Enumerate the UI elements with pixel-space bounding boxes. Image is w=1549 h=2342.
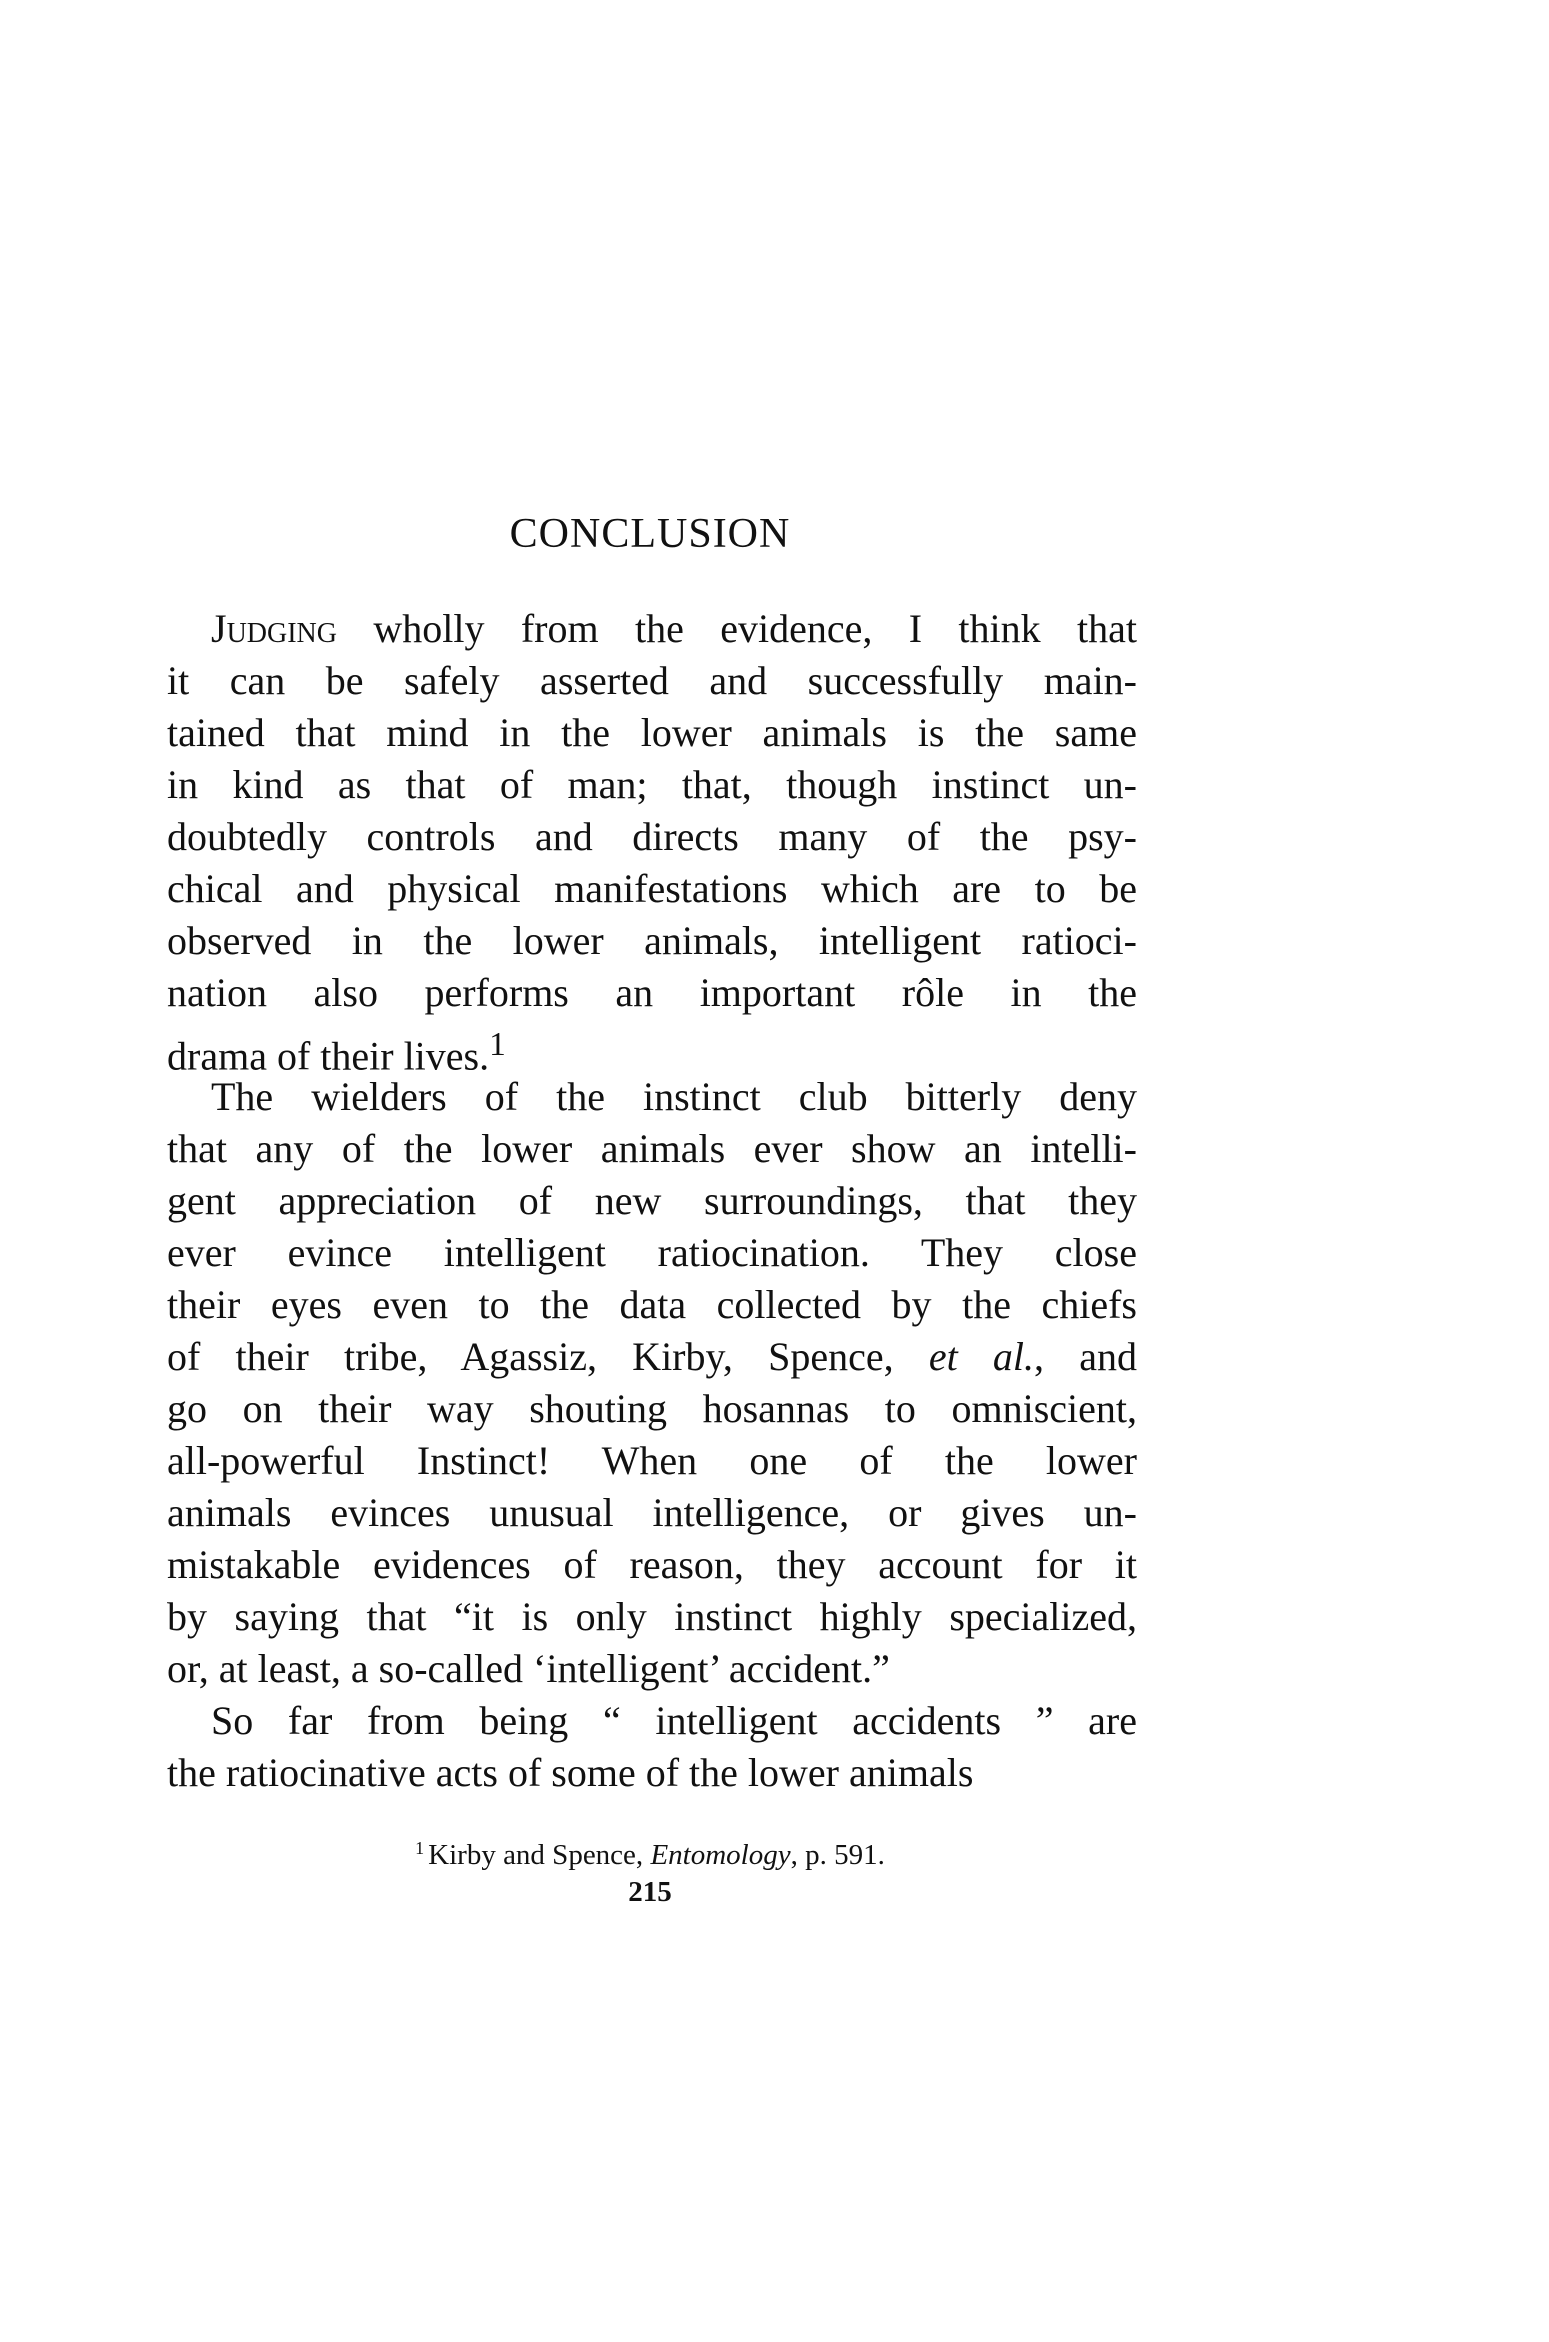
text-line xyxy=(167,1643,1137,1695)
line-text: or, at least, a so-called ‘intelligent’ accident.” xyxy=(167,1646,890,1691)
text-line xyxy=(211,603,1137,655)
footnote-title: Entomology xyxy=(650,1839,791,1871)
text-line xyxy=(167,1383,1137,1435)
italic-text: et al. xyxy=(928,1334,1035,1379)
text-line xyxy=(167,1435,1137,1487)
text-line xyxy=(167,655,1137,707)
line-text: nation also performs an important rôle in the xyxy=(167,970,1137,1015)
text-line xyxy=(211,1695,1137,1747)
line-text: mistakable evidences of reason, they account for it xyxy=(167,1542,1137,1587)
text-line xyxy=(167,707,1137,759)
lead-word: Judging xyxy=(211,606,337,651)
line-text: animals evinces unusual intelligence, or gives un- xyxy=(167,1490,1137,1535)
line-text: it can be safely asserted and successfully main- xyxy=(167,658,1137,703)
text-line xyxy=(167,863,1137,915)
footnote-mark: 1 xyxy=(415,1838,425,1858)
footnote-reference: 1 xyxy=(489,1026,506,1063)
line-text: , and xyxy=(1034,1334,1137,1379)
line-text: in kind as that of man; that, though instinct un- xyxy=(167,762,1137,807)
text-line xyxy=(167,1747,1137,1799)
text-line xyxy=(167,1331,1137,1383)
text-line xyxy=(167,759,1137,811)
chapter-heading: CONCLUSION xyxy=(509,511,791,557)
text-line xyxy=(167,967,1137,1019)
line-text: doubtedly controls and directs many of the psy- xyxy=(167,814,1137,859)
line-text: their eyes even to the data collected by the chiefs xyxy=(167,1282,1137,1327)
line-text: observed in the lower animals, intelligent ratioci- xyxy=(167,918,1137,963)
line-text: of their tribe, Agassiz, Kirby, Spence, xyxy=(167,1334,929,1379)
line-text: all-powerful Instinct! When one of the lower xyxy=(167,1438,1137,1483)
line-text: gent appreciation of new surroundings, that they xyxy=(167,1178,1137,1223)
text-line xyxy=(167,1487,1137,1539)
text-line xyxy=(167,811,1137,863)
text-line xyxy=(167,1591,1137,1643)
text-line xyxy=(167,1019,1137,1079)
text-line xyxy=(167,915,1137,967)
page-number: 215 xyxy=(628,1876,672,1908)
line-text: that any of the lower animals ever show an intelli- xyxy=(167,1126,1137,1171)
line-text: by saying that “it is only instinct highly specialized, xyxy=(167,1594,1137,1639)
line-text: wholly from the evidence, I think that xyxy=(337,606,1137,651)
text-line xyxy=(167,1175,1137,1227)
line-text: chical and physical manifestations which are to be xyxy=(167,866,1137,911)
line-text: tained that mind in the lower animals is the same xyxy=(167,710,1137,755)
text-line xyxy=(167,1279,1137,1331)
line-text: go on their way shouting hosannas to omniscient, xyxy=(167,1386,1137,1431)
line-text: ever evince intelligent ratiocination. They close xyxy=(167,1230,1137,1275)
text-line xyxy=(167,1227,1137,1279)
footnote xyxy=(0,1828,1300,1875)
text-line xyxy=(167,1123,1137,1175)
text-line xyxy=(211,1071,1137,1123)
footnote-page: , p. 591. xyxy=(790,1839,885,1871)
line-text: The wielders of the instinct club bitterly deny xyxy=(211,1074,1137,1119)
footnote-author: Kirby and Spence, xyxy=(428,1839,651,1871)
line-text: So far from being “ intelligent accidents ” are xyxy=(211,1698,1137,1743)
line-text: the ratiocinative acts of some of the lower animals xyxy=(167,1750,974,1795)
text-line xyxy=(167,1539,1137,1591)
line-text: drama of their lives. xyxy=(167,1033,490,1079)
